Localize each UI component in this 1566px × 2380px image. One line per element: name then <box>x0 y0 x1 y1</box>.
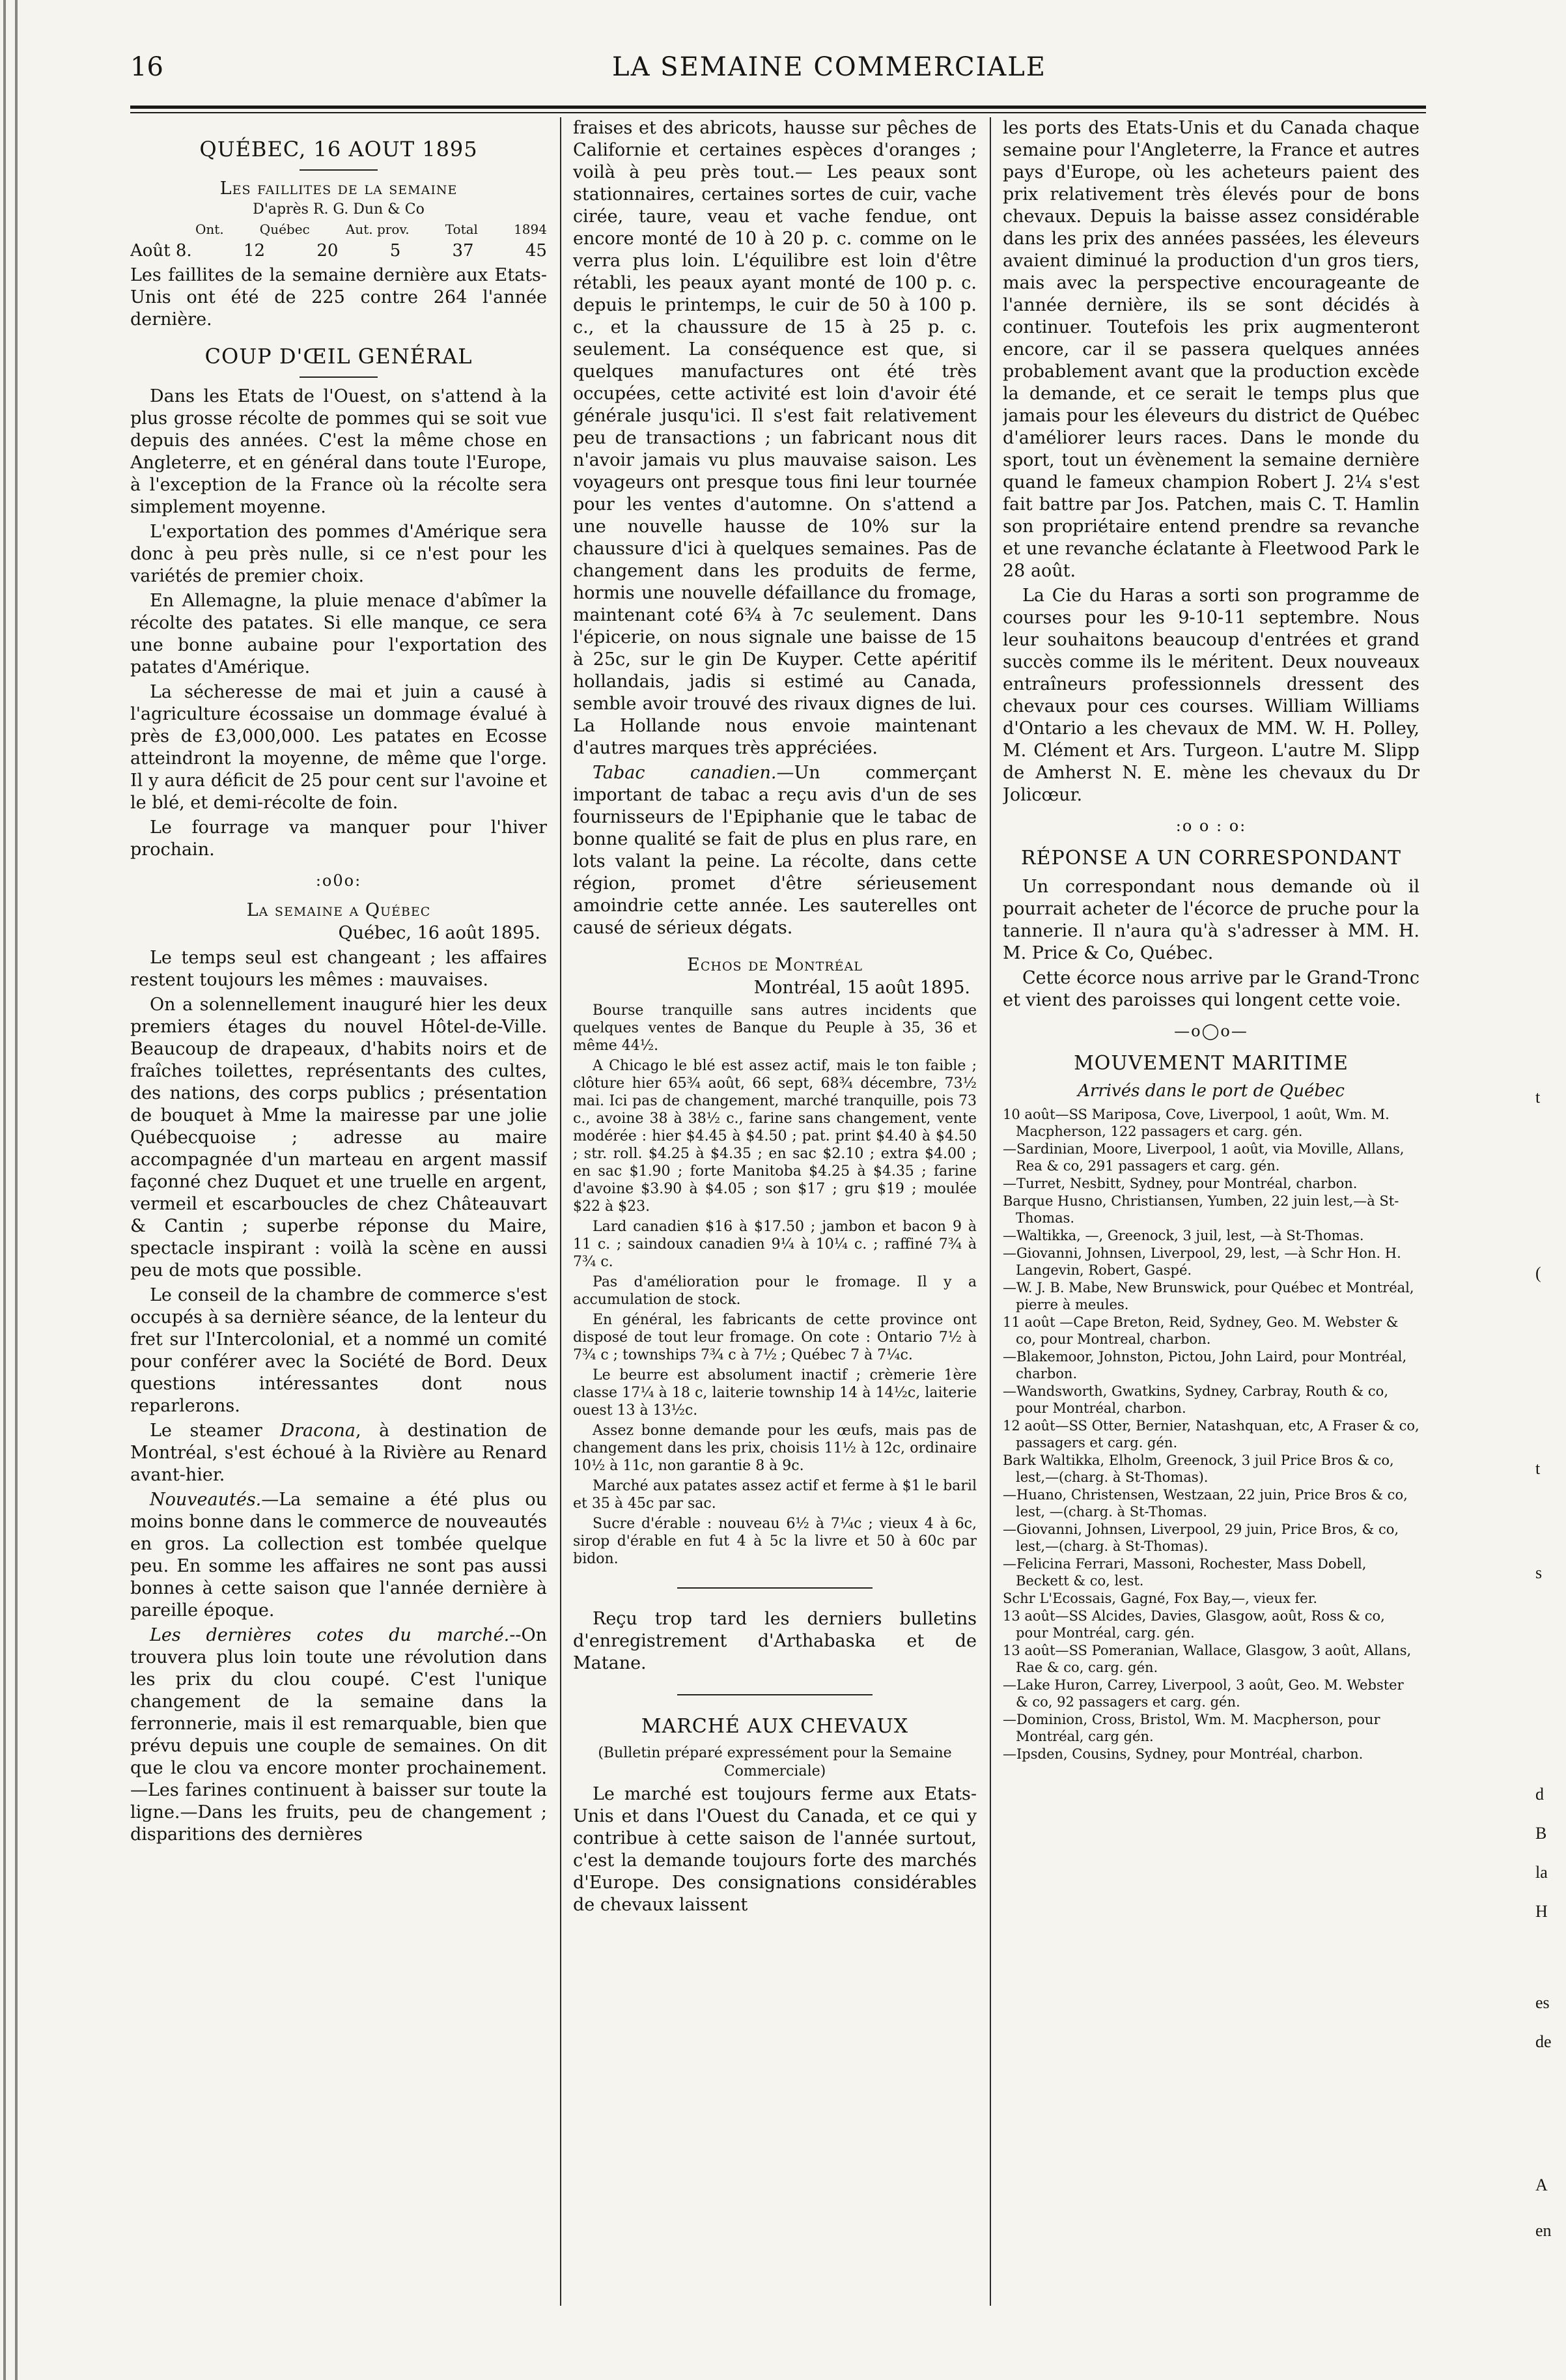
ship-entry: 12 août—SS Otter, Bernier, Natashquan, etc, A Fraser & co, passagers et carg. gén. <box>1003 1418 1419 1451</box>
paragraph: Cette écorce nous arrive par le Grand-Tronc et vient des paroisses qui longent cette voie. <box>1003 968 1419 1010</box>
ship-entry: 13 août—SS Pomeranian, Wallace, Glasgow, 3 août, Allans, Rae & co, carg. gén. <box>1003 1643 1412 1675</box>
arrivals-title: Arrivés dans le port de Québec <box>1078 1081 1345 1101</box>
text: Le steamer <box>150 1421 281 1441</box>
ship-entry: Schr L'Ecossais, Gagné, Fox Bay,—, vieux fer. <box>1003 1591 1318 1606</box>
ship-entry: —Dominion, Cross, Bristol, Wm. M. Macpherson, pour Montréal, carg gén. <box>1003 1712 1380 1744</box>
echos-body <box>573 1002 977 1568</box>
horses-title: MARCHÉ AUX CHEVAUX <box>641 1715 909 1738</box>
semaine-title: La semaine a Québec <box>246 900 431 920</box>
separator <box>300 376 378 378</box>
paragraph <box>573 762 977 939</box>
paragraph: Reçu trop tard les derniers bulletins d'enregistrement d'Arthabaska et de Matane. <box>573 1609 977 1673</box>
separator <box>677 1694 873 1695</box>
ship-name: Dracona <box>280 1421 356 1441</box>
ship-entry: —Sardinian, Moore, Liverpool, 1 août, via Moville, Allans, Rea & co, 291 passagers et carg. gén. <box>1003 1141 1405 1174</box>
ship-entry: Barque Husno, Christiansen, Yumben, 22 juin lest,—à St-Thomas. <box>1003 1193 1399 1226</box>
failures-cell: Août 8. <box>130 241 192 261</box>
text: --On trouvera plus loin toute une révolution dans les prix du clou coupé. C'est l'unique changement de la semaine dans la ferronnerie, mais il est remarquable, bien que prévu depuis une couple de semaines. On dit que le clou va encore monter prochainement.—Les farines continuent à baisser sur toute la ligne.—Dans les fruits, peu de changement ; disparitions des dernières <box>130 1625 547 1845</box>
lead-in: Les dernières cotes du marché. <box>150 1625 510 1645</box>
failures-cell: 20 <box>316 241 339 261</box>
margin-fragment: la <box>1535 1863 1548 1882</box>
lead-in: Nouveautés. <box>150 1490 262 1510</box>
paragraph: les ports des Etats-Unis et du Canada chaque semaine pour l'Angleterre, la France et autres pays d'Europe, où les acheteurs paient des prix relativement très élevés pour de bons chevaux. Depuis la baisse assez considérable dans les prix des années passées, les éleveurs avaient diminué la production d'un gros tiers, mais avec la perspective encourageante de l'année dernière, ils se sont décidés à continuer. Toutefois les prix augmenteront encore, car il se passera quelques années probablement avant que la production excède la demande, et ce serait le temps plus que jamais pour les éleveurs du district de Québec d'améliorer leurs races. Dans le monde du sport, tout un évènement la semaine dernière quand le fameux champion Robert J. 2¼ s'est fait battre par Jos. Patchen, mais C. T. Hamlin son propriétaire entend prendre sa revanche et une revanche éclatante à Fleetwood Park le 28 août. <box>1003 118 1419 581</box>
margin-fragment: t <box>1535 1459 1541 1478</box>
ship-entry: —Giovanni, Johnsen, Liverpool, 29 juin, Price Bros, & co, lest,—(charg. à St-Thomas). <box>1003 1522 1399 1554</box>
horses-subtitle: (Bulletin préparé expressément pour la Semaine Commerciale) <box>598 1745 952 1779</box>
column-divider <box>990 117 991 2306</box>
separator <box>677 1587 873 1589</box>
adjacent-page-fragment <box>1516 91 1566 2345</box>
margin-fragment: d <box>1535 1785 1544 1804</box>
ship-list <box>1003 1106 1419 1763</box>
paragraph: A Chicago le blé est assez actif, mais le ton faible ; clôture hier 65¾ août, 66 sept, 68¾ décembre, 73½ mai. Ici pas de changement, marché tranquille, pois 73 c., avoine 38 à 38½ c., farine sans changement, vente modérée : hier $4.45 à $4.50 ; pat. print $4.40 à $4.50 ; str. roll. $4.25 à $4.35 ; en sac $2.10 ; extra $4.00 ; en sac $1.90 ; forte Manitoba $4.25 à $4.35 ; farine d'avoine $3.90 à $4.05 ; son $17 ; gru $19 ; moulée $22 à $23. <box>573 1058 977 1215</box>
paragraph: La Cie du Haras a sorti son programme de courses pour les 9-10-11 septembre. Nous leur souhaitons beaucoup d'entrées et grand succès comme ils le méritent. Deux nouveaux entraîneurs professionnels dressent des chevaux pour ces courses. William Williams d'Ontario a les chevaux de MM. W. H. Polley, M. Clément et Ars. Turgeon. L'autre M. Slipp de Amherst N. E. mène les chevaux du Dr Jolicœur. <box>1003 586 1419 805</box>
ship-entry: —Huano, Christensen, Westzaan, 22 juin, Price Bros & co, lest, —(charg. à St-Thomas. <box>1003 1487 1408 1520</box>
lead-in: Tabac canadien. <box>593 763 777 783</box>
semaine-date: Québec, 16 août 1895. <box>338 923 540 943</box>
paragraph: Un correspondant nous demande où il pourrait acheter de l'écorce de pruche pour la tannerie. Il n'aura qu'à s'adresser à MM. H. M. Price & Co, Québec. <box>1003 877 1419 963</box>
paragraph: Lard canadien $16 à $17.50 ; jambon et bacon 9 à 11 c. ; saindoux canadien 9¼ à 10¼ c. ; raffiné 7¾ à 7¾ c. <box>573 1219 977 1270</box>
margin-fragment: de <box>1535 2032 1552 2051</box>
page-header <box>130 52 1426 91</box>
failures-col: Total <box>445 221 478 237</box>
dateline: QUÉBEC, 16 AOUT 1895 <box>199 137 478 162</box>
ship-entry: —Wandsworth, Gwatkins, Sydney, Carbray, Routh & co, pour Montréal, charbon. <box>1003 1383 1388 1416</box>
coup-title: COUP D'ŒIL GENÉRAL <box>204 344 473 369</box>
ship-entry: 10 août—SS Mariposa, Cove, Liverpool, 1 août, Wm. M. Macpherson, 122 passagers et carg. gén. <box>1003 1107 1390 1139</box>
paragraph <box>130 1489 547 1622</box>
paragraph: Le fourrage va manquer pour l'hiver prochain. <box>130 817 547 860</box>
column-divider <box>560 117 561 2306</box>
paragraph: Marché aux patates assez actif et ferme à $1 le baril et 35 à 45c par sac. <box>573 1478 977 1512</box>
ship-entry: —Blakemoor, Johnston, Pictou, John Laird, pour Montréal, charbon. <box>1003 1349 1407 1381</box>
ship-entry: —Ipsden, Cousins, Sydney, pour Montréal, charbon. <box>1003 1746 1363 1762</box>
paragraph: Assez bonne demande pour les œufs, mais pas de changement dans les prix, choisis 11½ à 12c, ordinaire 10½ à 11c, non garantie 8 à 9c. <box>573 1423 977 1474</box>
page-number: 16 <box>130 52 163 82</box>
paragraph <box>130 1420 547 1486</box>
ship-entry: —Giovanni, Johnsen, Liverpool, 29, lest, —à Schr Hon. H. Langevin, Robert, Gaspé. <box>1003 1245 1401 1278</box>
paragraph: Le marché est toujours ferme aux Etats-Unis et dans l'Ouest du Canada, et ce qui y contribue à cette saison de l'année surtout, c'est la demande toujours forte des marchés d'Europe. Des consignations considérables de chevaux laissent <box>573 1784 977 1915</box>
margin-fragment: ( <box>1535 1264 1541 1282</box>
margin-fragment: A <box>1535 2175 1548 2194</box>
failures-cell: 45 <box>525 241 547 261</box>
text: , à destination de Montréal, s'est échoué à la Rivière au Renard avant-hier. <box>130 1421 547 1485</box>
column-3 <box>1003 117 1419 2332</box>
column-1 <box>130 117 547 2332</box>
failures-header-row <box>130 221 547 237</box>
ornament-separator: :o0o: <box>315 871 362 890</box>
ship-entry: —W. J. B. Mabe, New Brunswick, pour Québec et Montréal, pierre à meules. <box>1003 1280 1414 1312</box>
margin-fragment: es <box>1535 1993 1550 2012</box>
separator <box>300 169 378 171</box>
failures-source: D'après R. G. Dun & Co <box>253 201 425 218</box>
failures-col: 1894 <box>514 221 547 237</box>
paragraph <box>130 1624 547 1846</box>
margin-fragment: H <box>1535 1902 1548 1921</box>
margin-fragment: B <box>1535 1824 1547 1843</box>
paragraph: La sécheresse de mai et juin a causé à l'agriculture écossaise un dommage évalué à près de £3,000,000. Les patates en Ecosse atteindront la moyenne, de même que l'orge. Il y aura déficit de 25 pour cent sur l'avoine et le blé, et demi-récolte de foin. <box>130 682 547 813</box>
masthead: LA SEMAINE COMMERCIALE <box>612 52 1047 82</box>
echos-title: Echos de Montréal <box>687 955 863 975</box>
text: —Un commerçant important de tabac a reçu avis d'un de ses fournisseurs de l'Epiphanie que le tabac de bonne qualité se fait de plus en plus rare, en lots valant la peine. La récolte, dans cette région, promet d'être sérieusement amoindrie cette année. Les sauterelles ont causé de sérieux dégats. <box>573 763 977 938</box>
failures-cell: 37 <box>452 241 474 261</box>
paragraph: Dans les Etats de l'Ouest, on s'attend à la plus grosse récolte de pommes qui se soit vue depuis des années. C'est la même chose en Angleterre, et en général dans toute l'Europe, à l'exception de la France où la récolte sera simplement moyenne. <box>130 386 547 517</box>
mouvement-title: MOUVEMENT MARITIME <box>1074 1052 1349 1075</box>
paragraph: En Allemagne, la pluie menace d'abîmer la récolte des patates. Si elle manque, ce sera une bonne aubaine pour l'exportation des patates d'Amérique. <box>130 591 547 677</box>
text: —La semaine a été plus ou moins bonne dans le commerce de nouveautés en gros. La collection est tombée quelque peu. En somme les affaires ne sont pas aussi bonnes à cette saison que l'année dernière à pareille époque. <box>130 1490 547 1621</box>
paragraph: Sucre d'érable : nouveau 6½ à 7¼c ; vieux 4 à 6c, sirop d'érable en fut 4 à 5c la livre et 50 à 60c par bidon. <box>573 1516 977 1567</box>
paragraph: Le beurre est absolument inactif ; crèmerie 1ère classe 17¼ à 18 c, laiterie township 14 à 14½c, laiterie ouest 13 à 13½c. <box>573 1367 977 1419</box>
ship-entry: 11 août —Cape Breton, Reid, Sydney, Geo. M. Webster & co, pour Montreal, charbon. <box>1003 1314 1399 1347</box>
paragraph: En général, les fabricants de cette province ont disposé de tout leur fromage. On cote : Ontario 7½ à 7¾ c ; townships 7¾ c à 7½ ; Québec 7 à 7¼c. <box>573 1312 977 1363</box>
header-rule-thin <box>130 112 1426 113</box>
ornament-separator: —o◯o— <box>1174 1022 1248 1040</box>
ship-entry: —Felicina Ferrari, Massoni, Rochester, Mass Dobell, Beckett & co, lest. <box>1003 1556 1367 1589</box>
echos-date: Montréal, 15 août 1895. <box>753 978 970 998</box>
paragraph: Pas d'amélioration pour le fromage. Il y a accumulation de stock. <box>573 1274 977 1308</box>
margin-fragment: s <box>1535 1563 1543 1582</box>
failures-data-row <box>130 241 547 261</box>
paragraph: Le temps seul est changeant ; les affaires restent toujours les mêmes : mauvaises. <box>130 948 547 990</box>
binding-edge <box>0 0 25 2380</box>
ship-entry: —Lake Huron, Carrey, Liverpool, 3 août, Geo. M. Webster & co, 92 passagers et carg. gén. <box>1003 1677 1404 1710</box>
paragraph: Bourse tranquille sans autres incidents que quelques ventes de Banque du Peuple à 35, 36 et même 44½. <box>573 1002 977 1054</box>
paragraph: L'exportation des pommes d'Amérique sera donc à peu près nulle, si ce n'est pour les variétés de premier choix. <box>130 522 547 586</box>
failures-title: Les faillites de la semaine <box>219 178 458 199</box>
header-rule <box>130 106 1426 109</box>
ship-entry: —Waltikka, —, Greenock, 3 juil, lest, —à St-Thomas. <box>1003 1228 1364 1243</box>
failures-text: Les faillites de la semaine dernière aux Etats-Unis ont été de 225 contre 264 l'année dernière. <box>130 265 547 330</box>
ornament-separator: :o o : o: <box>1175 817 1247 835</box>
ship-entry: —Turret, Nesbitt, Sydney, pour Montréal, charbon. <box>1003 1176 1358 1191</box>
failures-cell: 5 <box>389 241 401 261</box>
reponse-title: RÉPONSE A UN CORRESPONDANT <box>1021 847 1401 870</box>
column-2 <box>573 117 977 2332</box>
paragraph: Le conseil de la chambre de commerce s'est occupés à sa dernière séance, de la lenteur du fret sur l'Intercolonial, et a nommé un comité pour conférer avec la Société de Bord. Deux questions intéressantes dont nous reparlerons. <box>130 1285 547 1416</box>
failures-col: Ont. <box>195 221 224 237</box>
ship-entry: Bark Waltikka, Elholm, Greenock, 3 juil Price Bros & co, lest,—(charg. à St-Thomas). <box>1003 1452 1394 1485</box>
margin-fragment: t <box>1535 1088 1541 1107</box>
failures-col: Québec <box>259 221 310 237</box>
failures-col: Aut. prov. <box>345 221 410 237</box>
paragraph: On a solennellement inauguré hier les deux premiers étages du nouvel Hôtel-de-Ville. Beaucoup de drapeaux, d'habits noirs et de fraîches toilettes, représentants des cultes, des nations, des corps publics ; présentation de bouquet à Mme la mairesse par une jolie Québecquoise ; adresse au maire accompagnée d'un marteau en argent massif façonné chez Duquet et une truelle en argent, vermeil et escarboucles de chez Châteauvart & Cantin ; superbe réponse du Maire, spectacle inspirant : voilà la scène en aussi peu de mots que possible. <box>130 995 547 1281</box>
failures-cell: 12 <box>243 241 266 261</box>
ship-entry: 13 août—SS Alcides, Davies, Glasgow, août, Ross & co, pour Montréal, carg. gén. <box>1003 1608 1385 1641</box>
paragraph: fraises et des abricots, hausse sur pêches de Californie et certaines espèces d'oranges ; voilà à peu près tout.— Les peaux sont stationnaires, certaines sortes de cuir, vache cirée, taure, veau et vache fendue, ont encore monté de 10 à 20 p. c. comme on le verra plus loin. L'équilibre est loin d'être rétabli, les peaux ayant monté de 100 p. c. depuis le printemps, le cuir de 50 à 100 p. c., et la chaussure de 15 à 25 p. c. seulement. La conséquence est que, si quelques manufactures ont été très occupées, cette activité est loin d'avoir été générale jusqu'ici. Il s'est fait relativement peu de transactions ; un fabricant nous dit n'avoir jamais vu plus mauvaise saison. Les voyageurs ont presque tous fini leur tournée pour les ventes d'automne. On s'attend a une nouvelle hausse de 10% sur la chaussure d'ici à quelques semaines. Pas de changement dans les produits de ferme, hormis une nouvelle défaillance du fromage, maintenant coté 6¾ à 7c seulement. Dans l'épicerie, on nous signale une baisse de 15 à 25c, sur le gin De Kuyper. Cette apéritif hollandais, jadis si estimé au Canada, semble avoir trouvé des rivaux dignes de lui. La Hollande nous envoie maintenant d'autres marques très appréciées. <box>573 118 977 758</box>
margin-fragment: en <box>1535 2221 1552 2240</box>
